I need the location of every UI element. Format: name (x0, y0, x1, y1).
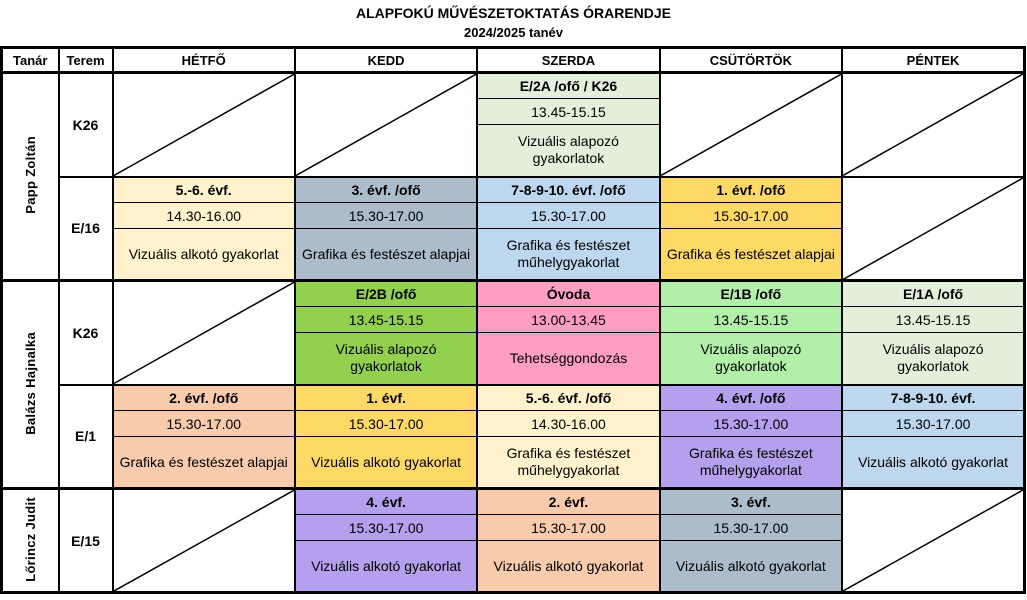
header-row (2, 48, 1025, 73)
lesson-time: 15.30-17.00 (842, 411, 1024, 437)
teacher-name-label: Papp Zoltán (22, 136, 38, 214)
lesson-time: 15.30-17.00 (477, 203, 659, 229)
lesson-subject: Tehetséggondozás (477, 333, 659, 385)
diagonal-slash-icon (114, 74, 294, 176)
lesson-group: 3. évf. (660, 489, 842, 515)
timetable (0, 46, 1026, 594)
room-label: E/1 (59, 385, 113, 489)
room-label: E/15 (59, 489, 113, 593)
lesson-time: 15.30-17.00 (295, 411, 477, 437)
teacher-name (2, 281, 59, 489)
header-day-wednesday: SZERDA (477, 48, 659, 73)
lesson-time: 15.30-17.00 (660, 203, 842, 229)
diagonal-slash-icon (843, 74, 1023, 176)
lesson-group: 1. évf. /ofő (660, 177, 842, 203)
lesson-subject: Vizuális alkotó gyakorlat (842, 437, 1024, 489)
empty-cell (295, 73, 477, 177)
lesson-subject: Vizuális alapozó gyakorlatok (477, 125, 659, 177)
lesson-group: 5.-6. évf. /ofő (477, 385, 659, 411)
table-row (2, 73, 1025, 99)
lesson-subject: Grafika és festészet műhelygyakorlat (477, 437, 659, 489)
empty-cell (113, 281, 295, 385)
lesson-subject: Vizuális alapozó gyakorlatok (660, 333, 842, 385)
lesson-subject: Vizuális alkotó gyakorlat (113, 229, 295, 281)
table-row (2, 437, 1025, 489)
lesson-group: E/2B /ofő (295, 281, 477, 307)
empty-cell (113, 489, 295, 593)
empty-cell (842, 73, 1024, 177)
lesson-group: 2. évf. (477, 489, 659, 515)
diagonal-slash-icon (661, 74, 841, 176)
lesson-group: 4. évf. /ofő (660, 385, 842, 411)
diagonal-slash-icon (296, 74, 476, 176)
page-subtitle: 2024/2025 tanév (463, 25, 564, 40)
room-label: E/16 (59, 177, 113, 281)
lesson-time: 15.30-17.00 (113, 411, 295, 437)
teacher-name (2, 73, 59, 281)
lesson-group: 2. évf. /ofő (113, 385, 295, 411)
lesson-subject: Vizuális alapozó gyakorlatok (295, 333, 477, 385)
lesson-subject: Vizuális alkotó gyakorlat (295, 437, 477, 489)
room-label: K26 (59, 281, 113, 385)
diagonal-slash-icon (114, 282, 294, 384)
header-day-thursday: CSÜTÖRTÖK (660, 48, 842, 73)
lesson-time: 14.30-16.00 (477, 411, 659, 437)
lesson-time: 15.30-17.00 (477, 515, 659, 541)
teacher-name (2, 489, 59, 593)
lesson-subject: Vizuális alkotó gyakorlat (660, 541, 842, 593)
page-title: ALAPFOKÚ MŰVÉSZETOKTATÁS ÓRARENDJE (355, 5, 671, 21)
lesson-group: Óvoda (477, 281, 659, 307)
lesson-group: 5.-6. évf. (113, 177, 295, 203)
table-row (2, 385, 1025, 411)
lesson-time: 15.30-17.00 (660, 515, 842, 541)
empty-cell (660, 73, 842, 177)
teacher-name-label: Lőrincz Judit (22, 496, 38, 582)
room-label: K26 (59, 73, 113, 177)
lesson-time: 13.45-15.15 (477, 99, 659, 125)
table-row (2, 489, 1025, 515)
empty-cell (113, 73, 295, 177)
diagonal-slash-icon (843, 178, 1023, 280)
lesson-subject: Grafika és festészet alapjai (113, 437, 295, 489)
diagonal-slash-icon (843, 490, 1023, 591)
lesson-group: 3. évf. /ofő (295, 177, 477, 203)
header-day-monday: HÉTFŐ (113, 48, 295, 73)
lesson-group: E/2A /ofő / K26 (477, 73, 659, 99)
lesson-group: 4. évf. (295, 489, 477, 515)
lesson-subject: Vizuális alkotó gyakorlat (477, 541, 659, 593)
header-day-tuesday: KEDD (295, 48, 477, 73)
lesson-group: 7-8-9-10. évf. (842, 385, 1024, 411)
lesson-group: 1. évf. (295, 385, 477, 411)
lesson-time: 15.30-17.00 (660, 411, 842, 437)
lesson-subject: Grafika és festészet alapjai (660, 229, 842, 281)
lesson-time: 13.45-15.15 (660, 307, 842, 333)
lesson-subject: Grafika és festészet műhelygyakorlat (477, 229, 659, 281)
lesson-group: 7-8-9-10. évf. /ofő (477, 177, 659, 203)
header-teacher: Tanár (2, 48, 59, 73)
lesson-subject: Vizuális alapozó gyakorlatok (842, 333, 1024, 385)
table-row (2, 281, 1025, 307)
lesson-time: 15.30-17.00 (295, 515, 477, 541)
lesson-time: 15.30-17.00 (295, 203, 477, 229)
teacher-name-label: Balázs Hajnalka (22, 331, 38, 435)
lesson-subject: Grafika és festészet műhelygyakorlat (660, 437, 842, 489)
header-day-friday: PÉNTEK (842, 48, 1024, 73)
header-room: Terem (59, 48, 113, 73)
empty-cell (842, 177, 1024, 281)
lesson-group: E/1B /ofő (660, 281, 842, 307)
lesson-time: 13.45-15.15 (295, 307, 477, 333)
diagonal-slash-icon (114, 490, 294, 591)
table-row (2, 411, 1025, 437)
lesson-group: E/1A /ofő (842, 281, 1024, 307)
table-row (2, 177, 1025, 203)
empty-cell (842, 489, 1024, 593)
lesson-time: 13.00-13.45 (477, 307, 659, 333)
lesson-time: 13.45-15.15 (842, 307, 1024, 333)
lesson-subject: Vizuális alkotó gyakorlat (295, 541, 477, 593)
lesson-time: 14.30-16.00 (113, 203, 295, 229)
lesson-subject: Grafika és festészet alapjai (295, 229, 477, 281)
